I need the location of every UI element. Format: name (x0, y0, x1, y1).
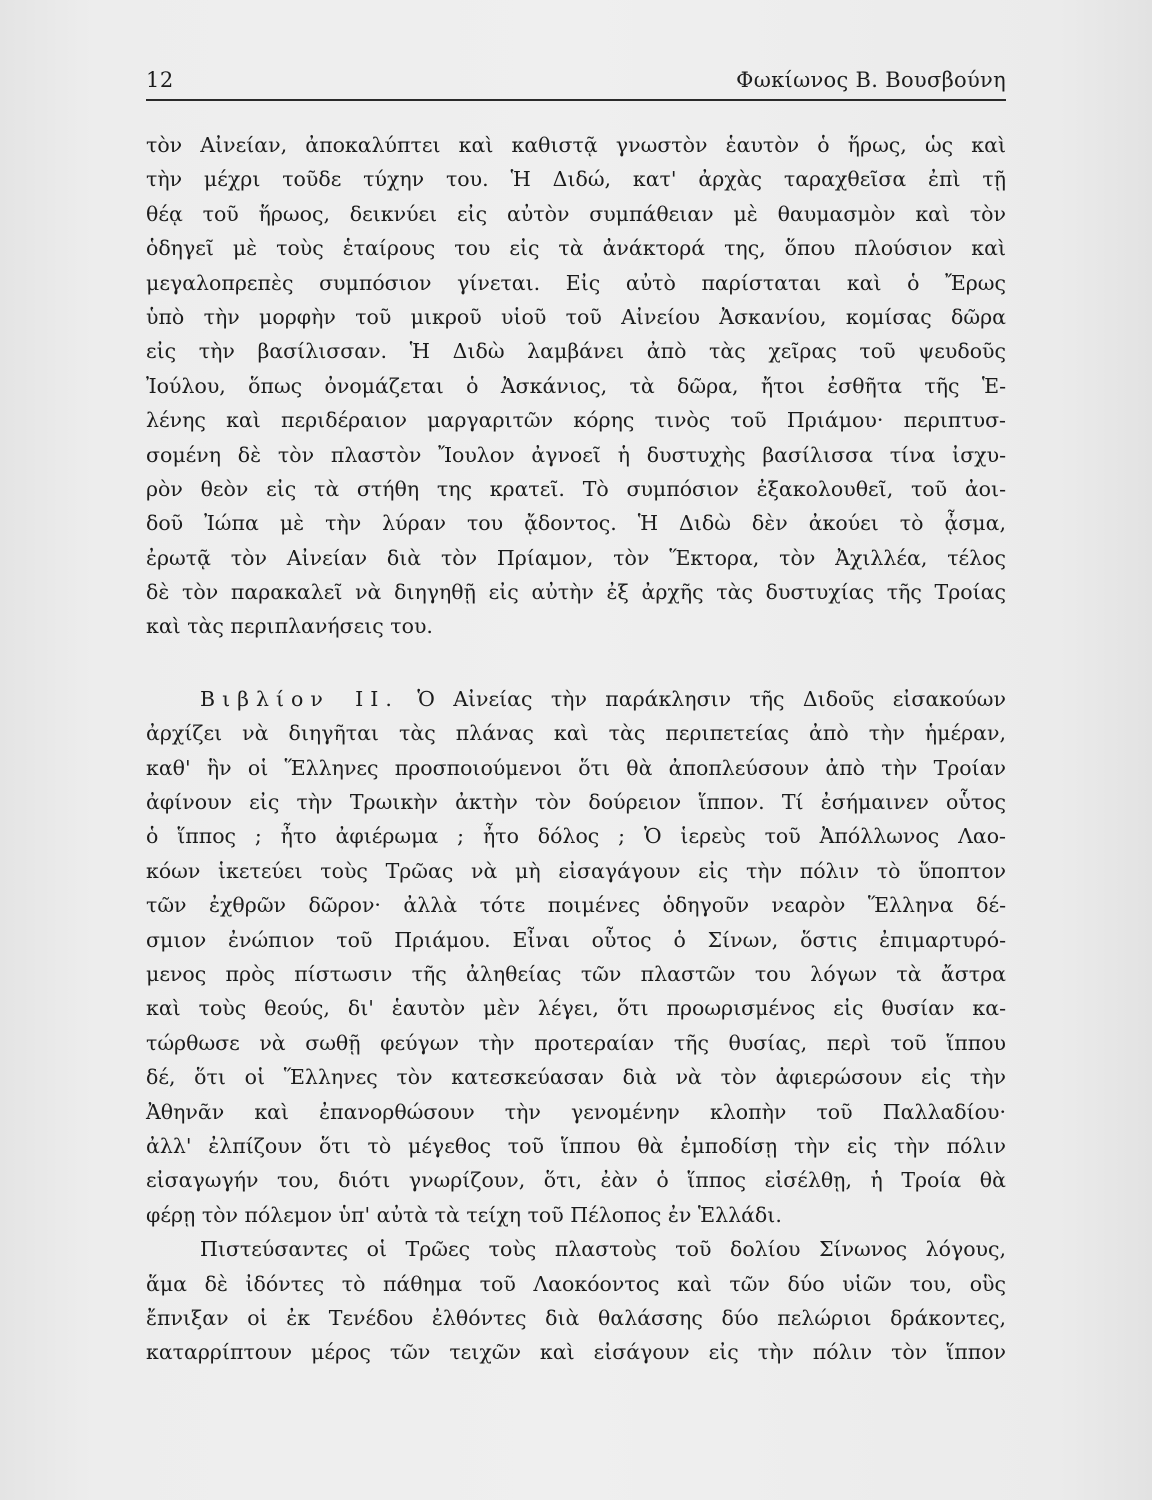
text-line: Ἰούλου, ὅπως ὀνομάζεται ὁ Ἀσκάνιος, τὰ δῶρα, ἤτοι ἐσθῆτα τῆς Ἑ- (146, 373, 1006, 398)
paragraph-3 (146, 1232, 1006, 1370)
text-line: καὶ τοὺς θεούς, δι' ἑαυτὸν μὲν λέγει, ὅτι προωρισμένος εἰς θυσίαν κα- (146, 996, 1006, 1021)
text-line: δὲ τὸν παρακαλεῖ νὰ διηγηθῇ εἰς αὐτὴν ἐξ ἀρχῆς τὰς δυστυχίας τῆς Τροίας (146, 580, 1006, 605)
text-line-with-lead (146, 682, 1006, 716)
text-line: λένης καὶ περιδέραιον μαργαριτῶν κόρης τινὸς τοῦ Πριάμου· περιπτυσ- (146, 408, 1006, 433)
text-line: τώρθωσε νὰ σωθῇ φεύγων τὴν προτεραίαν τῆς θυσίας, περὶ τοῦ ἵππου (146, 1030, 1006, 1055)
text-line: Ἀθηνᾶν καὶ ἐπανορθώσουν τὴν γενομένην κλοπὴν τοῦ Παλλαδίου· (146, 1099, 1006, 1124)
text-line: καταρρίπτουν μέρος τῶν τειχῶν καὶ εἰσάγουν εἰς τὴν πόλιν τὸν ἵππον (146, 1340, 1006, 1365)
paragraph-1 (146, 128, 1006, 644)
text-line: καθ' ἣν οἱ Ἕλληνες προσποιούμενοι ὅτι θὰ ἀποπλεύσουν ἀπὸ τὴν Τροίαν (146, 755, 1006, 780)
text-line: Ὁ Αἰνείας τὴν παράκλησιν τῆς Διδοῦς εἰσακούων (417, 686, 1006, 711)
text-line: ἀρχίζει νὰ διηγῆται τὰς πλάνας καὶ τὰς περιπετείας ἀπὸ τὴν ἡμέραν, (146, 721, 1006, 746)
text-line: σομένη δὲ τὸν πλαστὸν Ἴουλον ἀγνοεῖ ἡ δυστυχὴς βασίλισσα τίνα ἰσχυ- (146, 442, 1006, 467)
paragraph-gap (146, 644, 1006, 682)
text-line: καὶ τὰς περιπλανήσεις του. (146, 614, 433, 639)
text-line: μεγαλοπρεπὲς συμπόσιον γίνεται. Εἰς αὐτὸ παρίσταται καὶ ὁ Ἔρως (146, 270, 1006, 295)
text-line: δοῦ Ἰώπα μὲ τὴν λύραν του ᾄδοντος. Ἡ Διδὼ δὲν ἀκούει τὸ ᾆσμα, (146, 511, 1006, 536)
page-number: 12 (146, 68, 174, 92)
running-head: Φωκίωνος Β. Βουσβούνη (736, 68, 1006, 92)
text-line: Πιστεύσαντες οἱ Τρῶες τοὺς πλαστοὺς τοῦ δολίου Σίνωνος λόγους, (200, 1237, 1006, 1262)
text-line: εἰσαγωγήν του, διότι γνωρίζουν, ὅτι, ἐὰν ὁ ἵππος εἰσέλθῃ, ἡ Τροία θὰ (146, 1168, 1006, 1193)
text-line: ρὸν θεὸν εἰς τὰ στήθη της κρατεῖ. Τὸ συμπόσιον ἐξακολουθεῖ, τοῦ ἀοι- (146, 476, 1006, 501)
section-lead: Βιβλίον ΙΙ. (200, 686, 399, 711)
text-line: τὸν Αἰνείαν, ἀποκαλύπτει καὶ καθιστᾷ γνωστὸν ἑαυτὸν ὁ ἥρως, ὡς καὶ (146, 133, 1006, 157)
text-line: ὑπὸ τὴν μορφὴν τοῦ μικροῦ υἱοῦ τοῦ Αἰνείου Ἀσκανίου, κομίσας δῶρα (146, 304, 1006, 329)
text-line: ἅμα δὲ ἰδόντες τὸ πάθημα τοῦ Λαοκόοντος καὶ τῶν δύο υἱῶν του, οὓς (146, 1271, 1006, 1296)
header-rule (146, 99, 1006, 101)
text-line: τῶν ἐχθρῶν δῶρον· ἀλλὰ τότε ποιμένες ὁδηγοῦν νεαρὸν Ἕλληνα δέ- (146, 893, 1006, 918)
text-line: ὁδηγεῖ μὲ τοὺς ἑταίρους του εἰς τὰ ἀνάκτορά της, ὅπου πλούσιον καὶ (146, 236, 1006, 261)
text-line: φέρῃ τὸν πόλεμον ὑπ' αὐτὰ τὰ τείχη τοῦ Πέλοπος ἐν Ἑλλάδι. (146, 1202, 782, 1227)
text-line: ἀφίνουν εἰς τὴν Τρωικὴν ἀκτὴν τὸν δούρειον ἵππον. Τί ἐσήμαινεν οὗτος (146, 790, 1006, 815)
page-header (146, 68, 1006, 100)
text-line: θέᾳ τοῦ ἥρωος, δεικνύει εἰς αὐτὸν συμπάθειαν μὲ θαυμασμὸν καὶ τὸν (146, 201, 1006, 226)
text-line: δέ, ὅτι οἱ Ἕλληνες τὸν κατεσκεύασαν διὰ νὰ τὸν ἀφιερώσουν εἰς τὴν (146, 1065, 1006, 1090)
text-line: ἐρωτᾷ τὸν Αἰνείαν διὰ τὸν Πρίαμον, τὸν Ἕκτορα, τὸν Ἀχιλλέα, τέλος (146, 545, 1006, 570)
text-line: μενος πρὸς πίστωσιν τῆς ἀληθείας τῶν πλαστῶν του λόγων τὰ ἄστρα (146, 961, 1006, 986)
text-line: ὁ ἵππος ; ἦτο ἀφιέρωμα ; ἦτο δόλος ; Ὁ ἱερεὺς τοῦ Ἀπόλλωνος Λαο- (146, 824, 1006, 849)
text-line: σμιον ἐνώπιον τοῦ Πριάμου. Εἶναι οὗτος ὁ Σίνων, ὅστις ἐπιμαρτυρό- (146, 927, 1006, 952)
text-line: τὴν μέχρι τοῦδε τύχην του. Ἡ Διδώ, κατ' ἀρχὰς ταραχθεῖσα ἐπὶ τῇ (146, 167, 1006, 192)
paragraph-2 (146, 682, 1006, 1232)
text-line: ἔπνιξαν οἱ ἐκ Τενέδου ἐλθόντες διὰ θαλάσσης δύο πελώριοι δράκοντες, (146, 1305, 1006, 1330)
text-line: κόων ἱκετεύει τοὺς Τρῶας νὰ μὴ εἰσαγάγουν εἰς τὴν πόλιν τὸ ὕποπτον (146, 858, 1006, 883)
text-line: εἰς τὴν βασίλισσαν. Ἡ Διδὼ λαμβάνει ἀπὸ τὰς χεῖρας τοῦ ψευδοῦς (146, 339, 1006, 364)
body-text (146, 128, 1006, 1370)
text-line: ἀλλ' ἐλπίζουν ὅτι τὸ μέγεθος τοῦ ἵππου θὰ ἐμποδίσῃ τὴν εἰς τὴν πόλιν (146, 1133, 1006, 1158)
